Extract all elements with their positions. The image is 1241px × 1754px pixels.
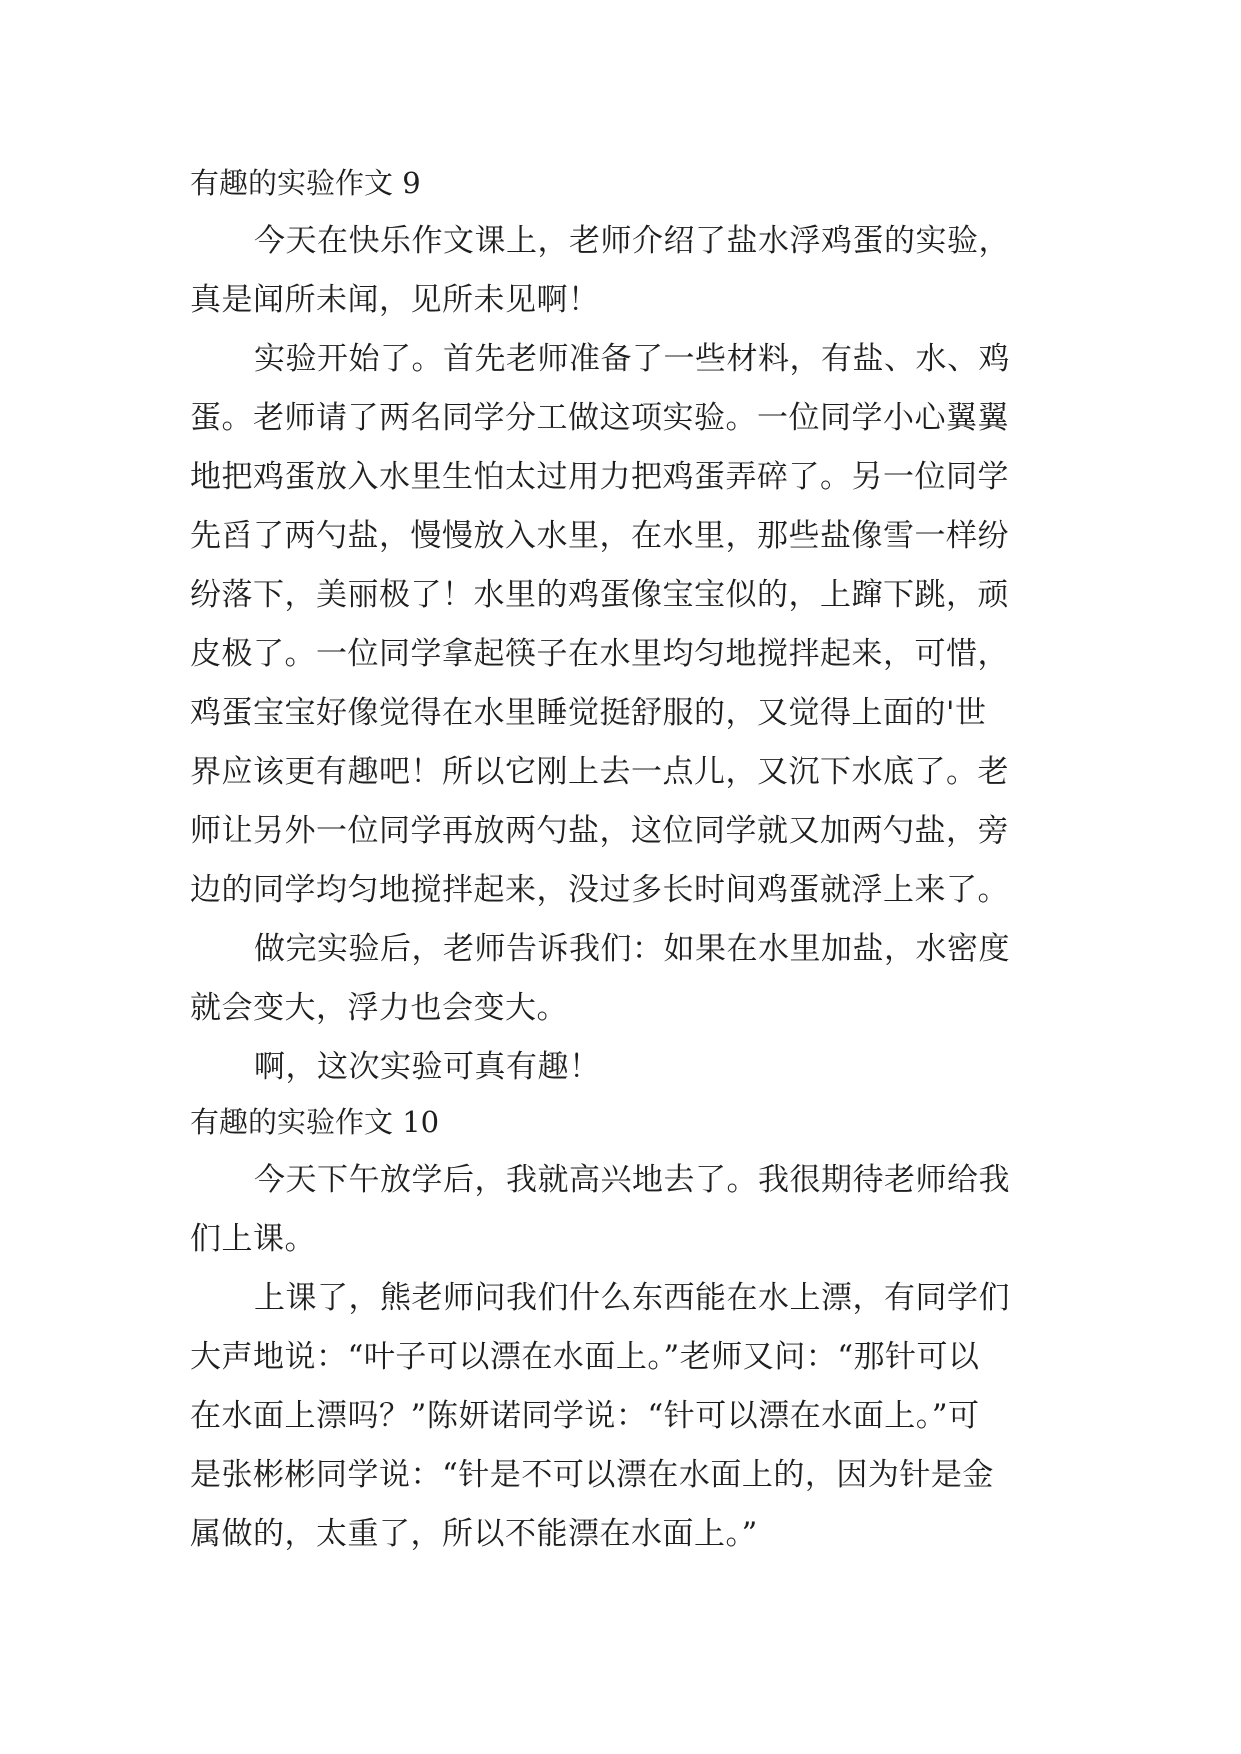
paragraph (190, 330, 1070, 920)
paragraph-line: 鸡蛋宝宝好像觉得在水里睡觉挺舒服的，又觉得上面的'世 (190, 695, 987, 731)
paragraph-line: 属做的，太重了，所以不能漂在水面上。” (190, 1516, 758, 1552)
paragraph-line: 今天在快乐作文课上，老师介绍了盐水浮鸡蛋的实验， (254, 223, 1010, 259)
paragraph-line: 蛋。老师请了两名同学分工做这项实验。一位同学小心翼翼 (190, 400, 1009, 436)
paragraph-line: 们上课。 (190, 1221, 316, 1257)
paragraph-line: 边的同学均匀地搅拌起来，没过多长时间鸡蛋就浮上来了。 (190, 872, 1009, 908)
paragraph-line: 上课了，熊老师问我们什么东西能在水上漂，有同学们 (254, 1280, 1010, 1316)
paragraph-line: 是张彬彬同学说：“针是不可以漂在水面上的，因为针是金 (190, 1457, 994, 1493)
paragraph (190, 920, 1070, 1038)
paragraph-line: 啊，这次实验可真有趣！ (254, 1049, 601, 1085)
paragraph-line: 纷落下，美丽极了！水里的鸡蛋像宝宝似的，上蹿下跳，顽 (190, 577, 1009, 613)
paragraph-line: 皮极了。一位同学拿起筷子在水里均匀地搅拌起来，可惜， (190, 636, 1009, 672)
paragraph (190, 212, 1070, 330)
paragraph-line: 地把鸡蛋放入水里生怕太过用力把鸡蛋弄碎了。另一位同学 (190, 459, 1009, 495)
paragraph-line: 在水面上漂吗？”陈妍诺同学说：“针可以漂在水面上。”可 (190, 1398, 980, 1434)
paragraph-line: 大声地说：“叶子可以漂在水面上。”老师又问：“那针可以 (190, 1339, 980, 1375)
paragraph (190, 1151, 1070, 1269)
section-title: 有趣的实验作文 9 (190, 166, 421, 200)
paragraph-line: 做完实验后，老师告诉我们：如果在水里加盐，水密度 (254, 931, 1010, 967)
paragraph-line: 今天下午放学后，我就高兴地去了。我很期待老师给我 (254, 1162, 1010, 1198)
paragraph-line: 界应该更有趣吧！所以它刚上去一点儿，又沉下水底了。老 (190, 754, 1009, 790)
paragraph-line: 师让另外一位同学再放两勺盐，这位同学就又加两勺盐，旁 (190, 813, 1009, 849)
paragraph (190, 1269, 1070, 1564)
paragraph-line: 就会变大，浮力也会变大。 (190, 990, 568, 1026)
paragraph-line: 真是闻所未闻，见所未见啊！ (190, 282, 600, 318)
paragraph-line: 实验开始了。首先老师准备了一些材料，有盐、水、鸡 (254, 341, 1010, 377)
section-title: 有趣的实验作文 10 (190, 1105, 440, 1139)
document-body (190, 158, 1070, 1564)
paragraph-line: 先舀了两勺盐，慢慢放入水里，在水里，那些盐像雪一样纷 (190, 518, 1009, 554)
paragraph (190, 1038, 1070, 1097)
